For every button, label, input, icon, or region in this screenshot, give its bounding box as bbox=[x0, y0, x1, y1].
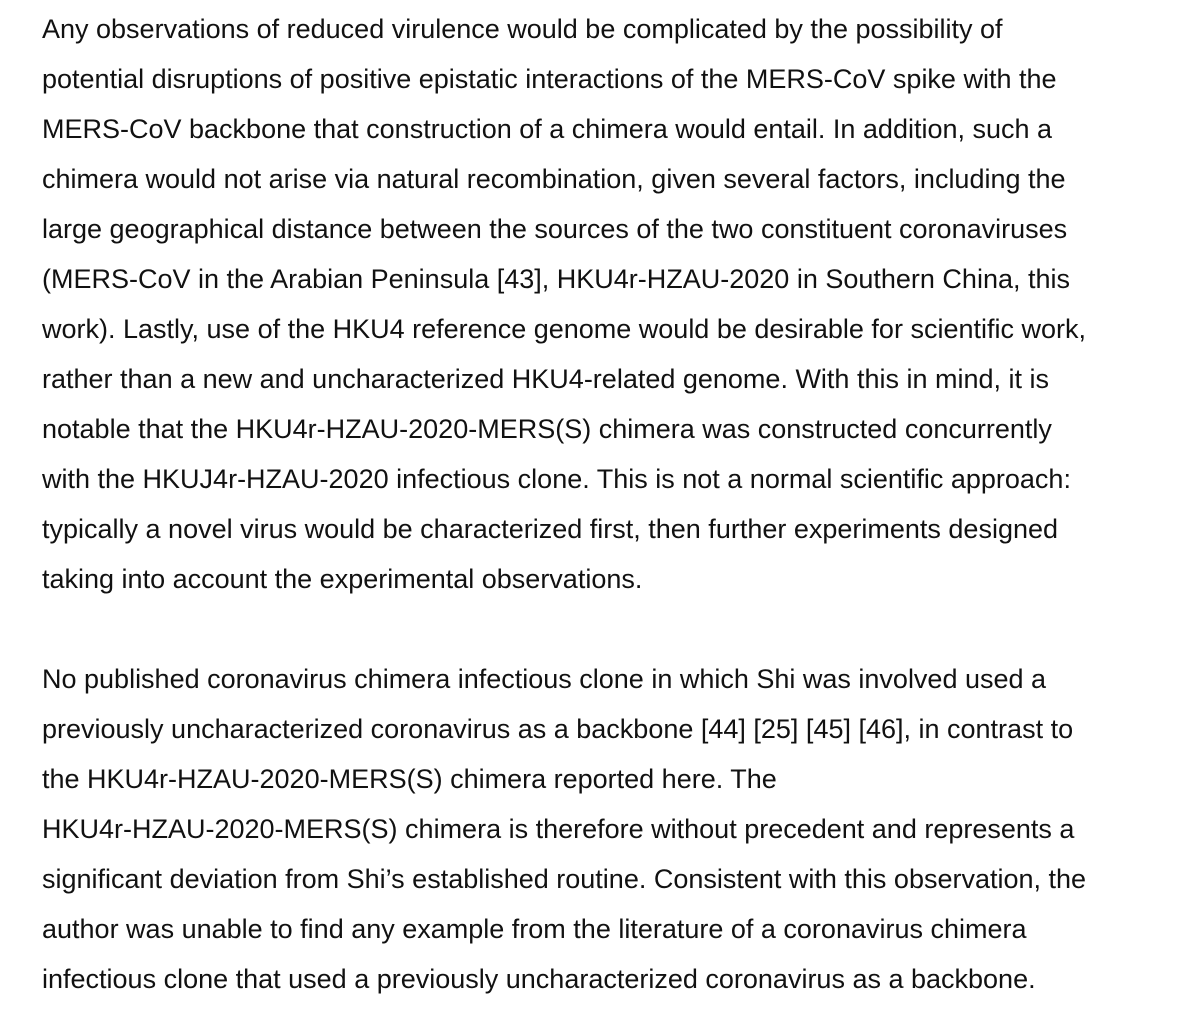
text-line: rather than a new and uncharacterized HKU4-related genome. With this in mind, it is bbox=[42, 364, 1050, 394]
text-line: typically a novel virus would be characterized first, then further experiments designed bbox=[42, 514, 1059, 544]
text-line: large geographical distance between the sources of the two constituent coronaviruses bbox=[42, 214, 1068, 244]
document-body bbox=[42, 8, 1192, 1008]
text-line: infectious clone that used a previously uncharacterized coronavirus as a backbone. bbox=[42, 964, 1036, 994]
paragraph-2 bbox=[42, 658, 1192, 1008]
text-line: notable that the HKU4r-HZAU-2020-MERS(S) chimera was constructed concurrently bbox=[42, 414, 1052, 444]
text-line: author was unable to find any example from the literature of a coronavirus chimera bbox=[42, 914, 1027, 944]
text-line: with the HKUJ4r-HZAU-2020 infectious clone. This is not a normal scientific approach: bbox=[42, 464, 1071, 494]
text-line: the HKU4r-HZAU-2020-MERS(S) chimera reported here. The bbox=[42, 764, 777, 794]
text-line: significant deviation from Shi’s established routine. Consistent with this observation, the bbox=[42, 864, 1087, 894]
paragraph-spacer bbox=[42, 608, 1192, 658]
text-line: chimera would not arise via natural recombination, given several factors, including the bbox=[42, 164, 1066, 194]
text-line: potential disruptions of positive epistatic interactions of the MERS-CoV spike with the bbox=[42, 64, 1057, 94]
text-line: previously uncharacterized coronavirus as a backbone [44] [25] [45] [46], in contrast to bbox=[42, 714, 1074, 744]
text-line: MERS-CoV backbone that construction of a chimera would entail. In addition, such a bbox=[42, 114, 1053, 144]
text-line: taking into account the experimental observations. bbox=[42, 564, 643, 594]
text-line: Any observations of reduced virulence would be complicated by the possibility of bbox=[42, 14, 1003, 44]
paragraph-1 bbox=[42, 8, 1192, 608]
text-line: No published coronavirus chimera infectious clone in which Shi was involved used a bbox=[42, 664, 1047, 694]
text-line: HKU4r-HZAU-2020-MERS(S) chimera is therefore without precedent and represents a bbox=[42, 814, 1075, 844]
text-line: work). Lastly, use of the HKU4 reference genome would be desirable for scientific work, bbox=[42, 314, 1086, 344]
text-line: (MERS-CoV in the Arabian Peninsula [43], HKU4r-HZAU-2020 in Southern China, this bbox=[42, 264, 1070, 294]
